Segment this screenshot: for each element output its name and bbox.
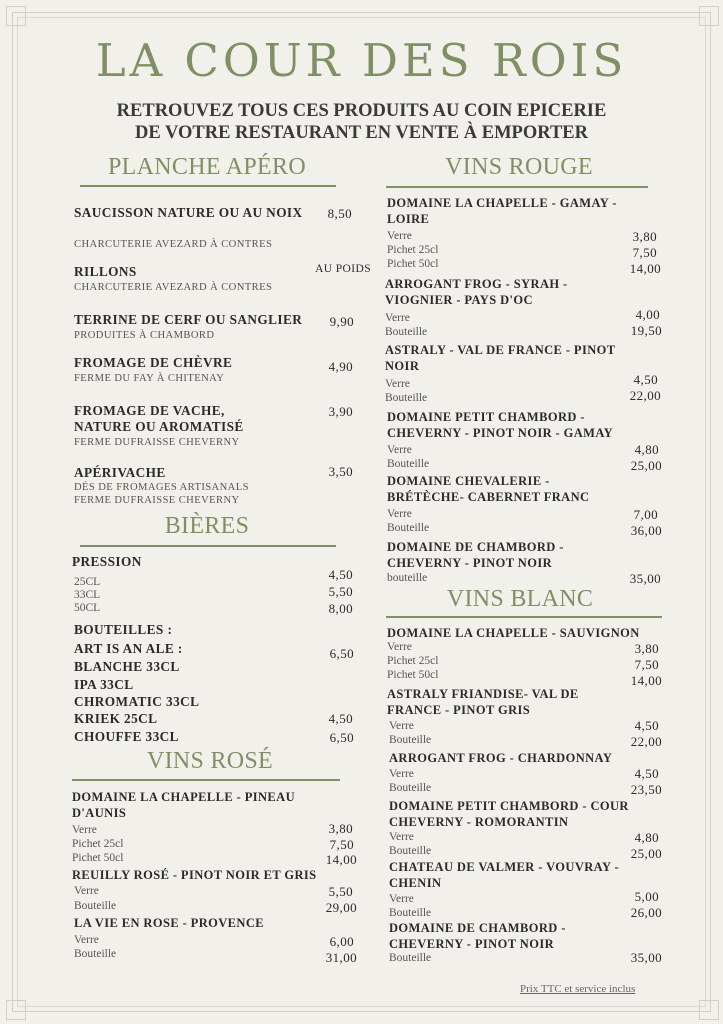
serving-label: Bouteille bbox=[389, 845, 432, 857]
wine-name: DOMAINE DE CHAMBORD - CHEVERNY - PINOT NOIR bbox=[389, 921, 566, 951]
wine-name: DOMAINE LA CHAPELLE - SAUVIGNON bbox=[387, 626, 640, 640]
serving-label: Verre bbox=[74, 934, 99, 946]
corner-ornament bbox=[699, 6, 719, 26]
menu-item-desc: CHARCUTERIE AVEZARD À CONTRES bbox=[74, 282, 273, 293]
serving-label: Pichet 50cl bbox=[72, 852, 124, 864]
wine-name: LA VIE EN ROSE - PROVENCE bbox=[74, 916, 265, 930]
serving-price: 4,50 bbox=[634, 766, 659, 781]
serving-price: 3,80 bbox=[328, 821, 353, 836]
section-title-bieres: BIÈRES bbox=[164, 513, 250, 539]
menu-item-price: 4,90 bbox=[328, 359, 353, 374]
serving-price: 29,00 bbox=[325, 900, 357, 915]
page-title: LA COUR DES ROIS bbox=[95, 34, 628, 87]
menu-item-name: FROMAGE DE CHÈVRE bbox=[74, 355, 233, 370]
menu-item-price: 3,50 bbox=[328, 464, 353, 479]
size-price: 8,00 bbox=[328, 601, 353, 616]
menu-item-name: APÉRIVACHE bbox=[74, 465, 166, 480]
serving-price: 14,00 bbox=[325, 852, 357, 867]
serving-label: Pichet 50cl bbox=[387, 669, 439, 681]
menu-item-price: 3,90 bbox=[328, 404, 353, 419]
beer-price: 6,50 bbox=[329, 646, 354, 661]
serving-label: Pichet 25cl bbox=[72, 838, 124, 850]
serving-label: Pichet 25cl bbox=[387, 655, 439, 667]
beer-name: IPA 33CL bbox=[74, 677, 134, 692]
wine-name: DOMAINE PETIT CHAMBORD - COUR CHEVERNY - ROMORANTIN bbox=[389, 799, 629, 829]
menu-item-price: AU POIDS bbox=[315, 263, 371, 275]
menu-item-desc: CHARCUTERIE AVEZARD À CONTRES bbox=[74, 239, 273, 250]
size-label: 33CL bbox=[74, 589, 101, 601]
wine-name: DOMAINE DE CHAMBORD - CHEVERNY - PINOT NOIR bbox=[387, 540, 564, 570]
corner-ornament bbox=[699, 1000, 719, 1020]
corner-ornament bbox=[6, 1000, 26, 1020]
menu-item-name: SAUCISSON NATURE OU AU NOIX bbox=[74, 205, 303, 220]
serving-label: Verre bbox=[385, 378, 410, 390]
section-title-rouge: VINS ROUGE bbox=[445, 154, 593, 180]
serving-price: 25,00 bbox=[630, 846, 662, 861]
section-divider bbox=[80, 545, 336, 547]
beer-price: 6,50 bbox=[329, 730, 354, 745]
menu-item-desc: FERME DUFRAISSE CHEVERNY bbox=[74, 437, 240, 448]
section-divider bbox=[72, 779, 340, 781]
menu-item-desc: DÉS DE FROMAGES ARTISANALS bbox=[74, 482, 249, 493]
serving-label: Verre bbox=[387, 641, 412, 653]
serving-price: 25,00 bbox=[630, 458, 662, 473]
serving-price: 22,00 bbox=[630, 734, 662, 749]
serving-price: 26,00 bbox=[630, 905, 662, 920]
section-divider bbox=[80, 185, 336, 187]
menu-item-desc: PRODUITES À CHAMBORD bbox=[74, 330, 215, 341]
wine-name: DOMAINE LA CHAPELLE - GAMAY - LOIRE bbox=[387, 196, 617, 226]
serving-label: Verre bbox=[385, 312, 410, 324]
serving-price: 22,00 bbox=[629, 388, 661, 403]
serving-price: 3,80 bbox=[632, 229, 657, 244]
beer-name: KRIEK 25CL bbox=[74, 711, 158, 726]
bouteilles-label: BOUTEILLES : bbox=[74, 622, 173, 637]
wine-name: DOMAINE PETIT CHAMBORD - CHEVERNY - PINOT NOIR - GAMAY bbox=[387, 410, 614, 440]
serving-price: 7,50 bbox=[634, 657, 659, 672]
menu-item-price: 9,90 bbox=[329, 314, 354, 329]
serving-price: 23,50 bbox=[630, 782, 662, 797]
serving-price: 35,00 bbox=[630, 950, 662, 965]
page-subtitle bbox=[0, 100, 723, 144]
serving-price: 7,50 bbox=[632, 245, 657, 260]
serving-label: Bouteille bbox=[74, 900, 117, 912]
serving-label: Pichet 50cl bbox=[387, 258, 439, 270]
serving-price: 4,80 bbox=[634, 830, 659, 845]
section-title-planche: PLANCHE APÉRO bbox=[108, 154, 306, 180]
serving-label: Bouteille bbox=[389, 952, 432, 964]
wine-name: ARROGANT FROG - SYRAH - VIOGNIER - PAYS D'OC bbox=[385, 277, 568, 307]
size-label: 25CL bbox=[74, 576, 101, 588]
size-price: 4,50 bbox=[328, 567, 353, 582]
wine-name: ASTRALY FRIANDISE- VAL DE FRANCE - PINOT GRIS bbox=[387, 687, 579, 717]
beer-name: CHROMATIC 33CL bbox=[74, 694, 200, 709]
beer-name: BLANCHE 33CL bbox=[74, 659, 180, 674]
section-title-blanc: VINS BLANC bbox=[446, 586, 594, 612]
serving-price: 6,00 bbox=[329, 934, 354, 949]
serving-label: Bouteille bbox=[74, 948, 117, 960]
menu-item-name: FROMAGE DE VACHE, NATURE OU AROMATISÉ bbox=[74, 403, 244, 434]
serving-label: Verre bbox=[387, 444, 412, 456]
serving-label: Verre bbox=[389, 768, 414, 780]
serving-price: 19,50 bbox=[630, 323, 662, 338]
serving-label: Bouteille bbox=[389, 782, 432, 794]
serving-price: 7,00 bbox=[633, 507, 658, 522]
pression-label: PRESSION bbox=[72, 554, 142, 569]
beer-name: CHOUFFE 33CL bbox=[74, 729, 179, 744]
size-label: 50CL bbox=[74, 602, 101, 614]
serving-label: Verre bbox=[72, 824, 97, 836]
subtitle-text: RETROUVEZ TOUS CES PRODUITS AU COIN EPICERIE DE VOTRE RESTAURANT EN VENTE À EMPORTER bbox=[116, 101, 607, 143]
serving-label: bouteille bbox=[387, 572, 428, 584]
menu-item-desc: FERME DU FAY À CHITENAY bbox=[74, 373, 225, 384]
serving-label: Bouteille bbox=[385, 392, 428, 404]
wine-name: ARROGANT FROG - CHARDONNAY bbox=[389, 751, 613, 765]
serving-price: 14,00 bbox=[629, 261, 661, 276]
serving-price: 4,80 bbox=[634, 442, 659, 457]
serving-label: Verre bbox=[387, 508, 412, 520]
serving-label: Pichet 25cl bbox=[387, 244, 439, 256]
section-divider bbox=[386, 186, 648, 188]
serving-price: 4,50 bbox=[633, 372, 658, 387]
menu-item-name: RILLONS bbox=[74, 264, 137, 279]
serving-price: 35,00 bbox=[629, 571, 661, 586]
size-price: 5,50 bbox=[328, 584, 353, 599]
menu-item-name: TERRINE DE CERF OU SANGLIER bbox=[74, 312, 303, 327]
beer-price: 4,50 bbox=[328, 711, 353, 726]
serving-price: 5,50 bbox=[328, 884, 353, 899]
serving-label: Verre bbox=[389, 893, 414, 905]
serving-label: Bouteille bbox=[387, 458, 430, 470]
section-divider bbox=[386, 616, 662, 618]
menu-item-desc: FERME DUFRAISSE CHEVERNY bbox=[74, 495, 240, 506]
wine-name: REUILLY ROSÉ - PINOT NOIR ET GRIS bbox=[72, 868, 317, 882]
wine-name: ASTRALY - VAL DE FRANCE - PINOT NOIR bbox=[385, 343, 616, 373]
serving-label: Verre bbox=[387, 230, 412, 242]
wine-name: DOMAINE LA CHAPELLE - PINEAU D'AUNIS bbox=[72, 790, 296, 820]
serving-price: 4,00 bbox=[635, 307, 660, 322]
serving-price: 31,00 bbox=[325, 950, 357, 965]
serving-price: 36,00 bbox=[630, 523, 662, 538]
serving-label: Bouteille bbox=[387, 522, 430, 534]
serving-price: 4,50 bbox=[634, 718, 659, 733]
wine-name: CHATEAU DE VALMER - VOUVRAY - CHENIN bbox=[389, 860, 620, 890]
serving-label: Verre bbox=[74, 885, 99, 897]
serving-label: Verre bbox=[389, 831, 414, 843]
beer-name: ART IS AN ALE : bbox=[74, 641, 183, 656]
serving-price: 14,00 bbox=[630, 673, 662, 688]
serving-label: Bouteille bbox=[389, 907, 432, 919]
menu-item-price: 8,50 bbox=[327, 206, 352, 221]
serving-price: 7,50 bbox=[329, 837, 354, 852]
serving-label: Bouteille bbox=[385, 326, 428, 338]
serving-price: 3,80 bbox=[634, 641, 659, 656]
serving-price: 5,00 bbox=[634, 889, 659, 904]
serving-label: Verre bbox=[389, 720, 414, 732]
section-title-rose: VINS ROSÉ bbox=[146, 748, 274, 774]
serving-label: Bouteille bbox=[389, 734, 432, 746]
corner-ornament bbox=[6, 6, 26, 26]
wine-name: DOMAINE CHEVALERIE - BRÉTÈCHE- CABERNET FRANC bbox=[387, 474, 590, 504]
footer-note: Prix TTC et service inclus bbox=[520, 983, 636, 995]
